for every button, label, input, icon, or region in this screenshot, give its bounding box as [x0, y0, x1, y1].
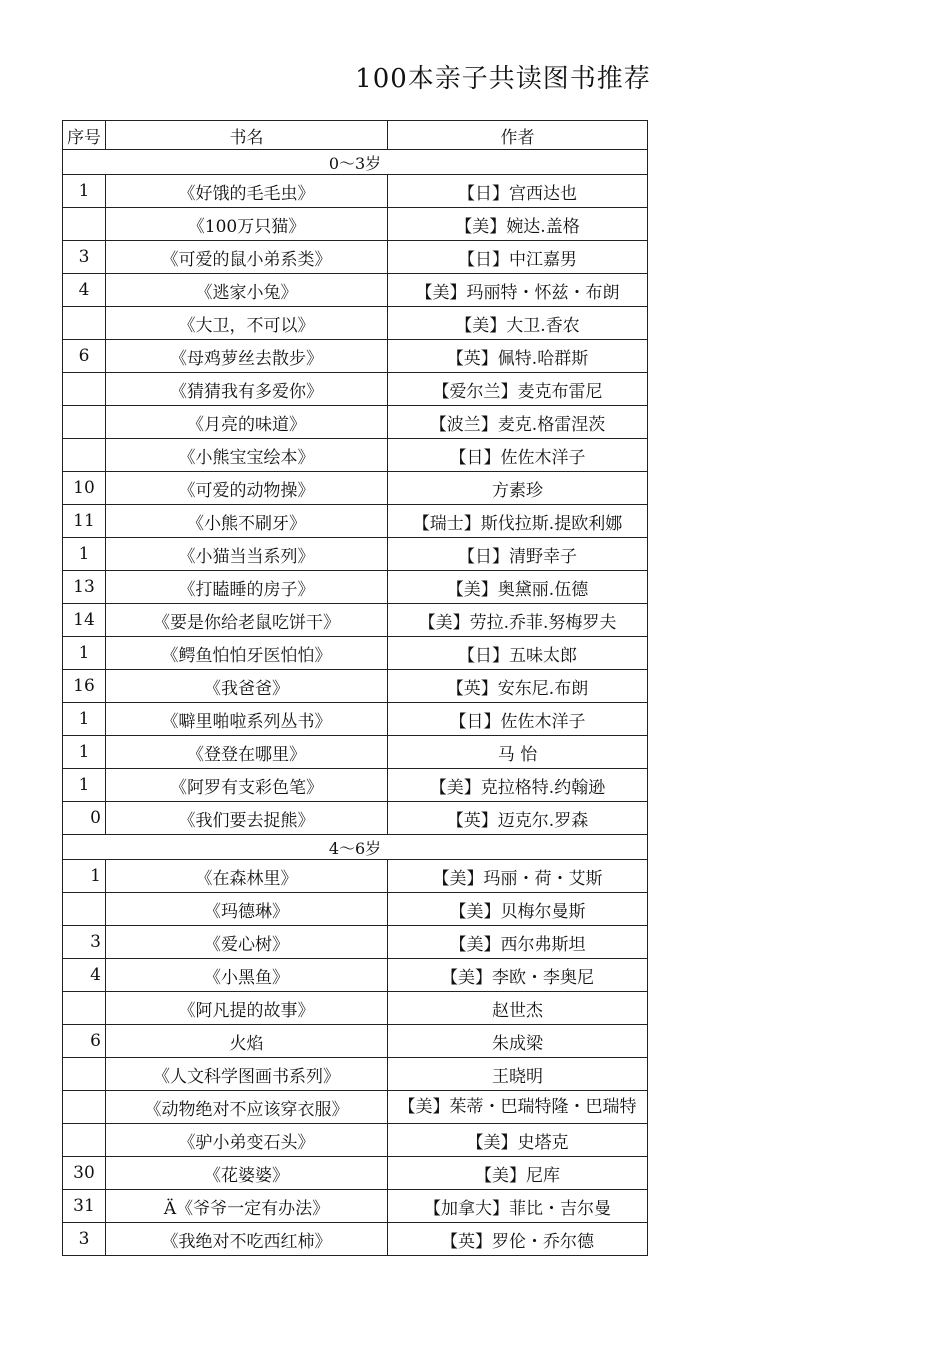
book-author: 朱成梁 [388, 1025, 648, 1058]
table-row [63, 959, 648, 992]
row-number: 16 [63, 670, 106, 703]
row-number [63, 1058, 106, 1091]
header-book: 书名 [106, 121, 388, 150]
book-author: 【美】大卫.香农 [388, 307, 648, 340]
book-author: 【美】奥黛丽.伍德 [388, 571, 648, 604]
book-author: 【日】中江嘉男 [388, 241, 648, 274]
table-row [63, 406, 648, 439]
table-row [63, 274, 648, 307]
row-number: 31 [63, 1190, 106, 1223]
row-number: 10 [63, 472, 106, 505]
book-author: 【美】玛丽・荷・艾斯 [388, 860, 648, 893]
book-author: 【日】宫西达也 [388, 175, 648, 208]
book-author: 【英】安东尼.布朗 [388, 670, 648, 703]
book-author: 【美】婉达.盖格 [388, 208, 648, 241]
header-num: 序号 [63, 121, 106, 150]
book-title: 《人文科学图画书系列》 [106, 1058, 388, 1091]
table-row [63, 1124, 648, 1157]
table-row [63, 538, 648, 571]
book-title: 《阿凡提的故事》 [106, 992, 388, 1025]
book-title: 《驴小弟变石头》 [106, 1124, 388, 1157]
table-body [63, 150, 648, 1256]
row-number [63, 307, 106, 340]
book-title: 《可爱的动物操》 [106, 472, 388, 505]
book-title: 《花婆婆》 [106, 1157, 388, 1190]
table-row [63, 926, 648, 959]
table-row [63, 175, 648, 208]
book-author: 【美】李欧・李奥尼 [388, 959, 648, 992]
table-row [63, 1025, 648, 1058]
row-number: 1 [63, 860, 106, 893]
book-title: 《要是你给老鼠吃饼干》 [106, 604, 388, 637]
book-title: 《阿罗有支彩色笔》 [106, 769, 388, 802]
book-title: Ä《爷爷一定有办法》 [106, 1190, 388, 1223]
table-row [63, 1157, 648, 1190]
header-author: 作者 [388, 121, 648, 150]
book-author: 【美】茱蒂・巴瑞特隆・巴瑞特 [388, 1091, 648, 1124]
row-number [63, 992, 106, 1025]
row-number: 4 [63, 274, 106, 307]
row-number: 1 [63, 703, 106, 736]
book-author: 方素珍 [388, 472, 648, 505]
book-author: 【日】清野幸子 [388, 538, 648, 571]
row-number: 1 [63, 538, 106, 571]
row-number: 3 [63, 926, 106, 959]
table-row [63, 860, 648, 893]
book-title: 《我绝对不吃西红柿》 [106, 1223, 388, 1256]
book-title: 《小熊宝宝绘本》 [106, 439, 388, 472]
section-header-row [63, 835, 648, 860]
book-title: 《好饿的毛毛虫》 [106, 175, 388, 208]
book-title: 《小猫当当系列》 [106, 538, 388, 571]
table-row [63, 893, 648, 926]
row-number: 3 [63, 241, 106, 274]
table-row [63, 703, 648, 736]
row-number: 14 [63, 604, 106, 637]
row-number [63, 406, 106, 439]
row-number: 11 [63, 505, 106, 538]
section-label: 0～3岁 [63, 150, 648, 175]
book-author: 【英】罗伦・乔尔德 [388, 1223, 648, 1256]
book-title: 《小熊不刷牙》 [106, 505, 388, 538]
book-author: 【波兰】麦克.格雷涅茨 [388, 406, 648, 439]
book-title: 《小黑鱼》 [106, 959, 388, 992]
book-author: 马 怡 [388, 736, 648, 769]
row-number: 4 [63, 959, 106, 992]
book-title: 《动物绝对不应该穿衣服》 [106, 1091, 388, 1124]
section-label: 4～6岁 [63, 835, 648, 860]
row-number: 1 [63, 769, 106, 802]
book-author: 【美】史塔克 [388, 1124, 648, 1157]
book-author: 【加拿大】菲比・吉尔曼 [388, 1190, 648, 1223]
book-title: 《逃家小兔》 [106, 274, 388, 307]
book-author: 【美】贝梅尔曼斯 [388, 893, 648, 926]
book-author: 【日】佐佐木洋子 [388, 703, 648, 736]
book-author: 【美】西尔弗斯坦 [388, 926, 648, 959]
book-author: 【英】佩特.哈群斯 [388, 340, 648, 373]
table-row [63, 571, 648, 604]
table-row [63, 373, 648, 406]
book-title: 《我爸爸》 [106, 670, 388, 703]
book-author: 【美】尼库 [388, 1157, 648, 1190]
book-author: 【日】佐佐木洋子 [388, 439, 648, 472]
book-title: 《我们要去捉熊》 [106, 802, 388, 835]
book-title: 《月亮的味道》 [106, 406, 388, 439]
table-row [63, 439, 648, 472]
section-header-row [63, 150, 648, 175]
book-title: 《玛德琳》 [106, 893, 388, 926]
table-row [63, 1058, 648, 1091]
row-number [63, 439, 106, 472]
book-title: 《猜猜我有多爱你》 [106, 373, 388, 406]
row-number: 1 [63, 736, 106, 769]
book-title: 《大卫，不可以》 [106, 307, 388, 340]
row-number: 3 [63, 1223, 106, 1256]
book-author: 【瑞士】斯伐拉斯.提欧利娜 [388, 505, 648, 538]
table-row [63, 769, 648, 802]
book-author: 王晓明 [388, 1058, 648, 1091]
table-row [63, 992, 648, 1025]
row-number: 13 [63, 571, 106, 604]
book-title: 《登登在哪里》 [106, 736, 388, 769]
table-row [63, 736, 648, 769]
table-row [63, 208, 648, 241]
row-number [63, 893, 106, 926]
row-number: 6 [63, 1025, 106, 1058]
book-author: 【美】劳拉.乔菲.努梅罗夫 [388, 604, 648, 637]
book-title: 火焰 [106, 1025, 388, 1058]
book-title: 《打瞌睡的房子》 [106, 571, 388, 604]
table-row [63, 637, 648, 670]
row-number [63, 1091, 106, 1124]
row-number: 30 [63, 1157, 106, 1190]
book-title: 《在森林里》 [106, 860, 388, 893]
book-title: 《爱心树》 [106, 926, 388, 959]
book-author: 【美】克拉格特.约翰逊 [388, 769, 648, 802]
table-row [63, 1223, 648, 1256]
page-title: 100本亲子共读图书推荐 [355, 64, 651, 94]
book-author: 赵世杰 [388, 992, 648, 1025]
row-number: 6 [63, 340, 106, 373]
row-number [63, 208, 106, 241]
table-row [63, 340, 648, 373]
table-row [63, 472, 648, 505]
book-title: 《母鸡萝丝去散步》 [106, 340, 388, 373]
table-header-row [63, 121, 648, 150]
row-number [63, 1124, 106, 1157]
row-number: 0 [63, 802, 106, 835]
book-author: 【日】五味太郎 [388, 637, 648, 670]
table-row [63, 802, 648, 835]
row-number [63, 373, 106, 406]
book-title: 《可爱的鼠小弟系类》 [106, 241, 388, 274]
table-row [63, 1091, 648, 1124]
book-title: 《噼里啪啦系列丛书》 [106, 703, 388, 736]
table-row [63, 670, 648, 703]
book-author: 【美】玛丽特・怀兹・布朗 [388, 274, 648, 307]
table-row [63, 241, 648, 274]
book-author: 【英】迈克尔.罗森 [388, 802, 648, 835]
book-title: 《100万只猫》 [106, 208, 388, 241]
row-number: 1 [63, 637, 106, 670]
table-row [63, 505, 648, 538]
book-table [62, 120, 648, 1256]
table-row [63, 1190, 648, 1223]
book-author: 【爱尔兰】麦克布雷尼 [388, 373, 648, 406]
row-number: 1 [63, 175, 106, 208]
table-row [63, 604, 648, 637]
table-row [63, 307, 648, 340]
book-title: 《鳄鱼怕怕牙医怕怕》 [106, 637, 388, 670]
